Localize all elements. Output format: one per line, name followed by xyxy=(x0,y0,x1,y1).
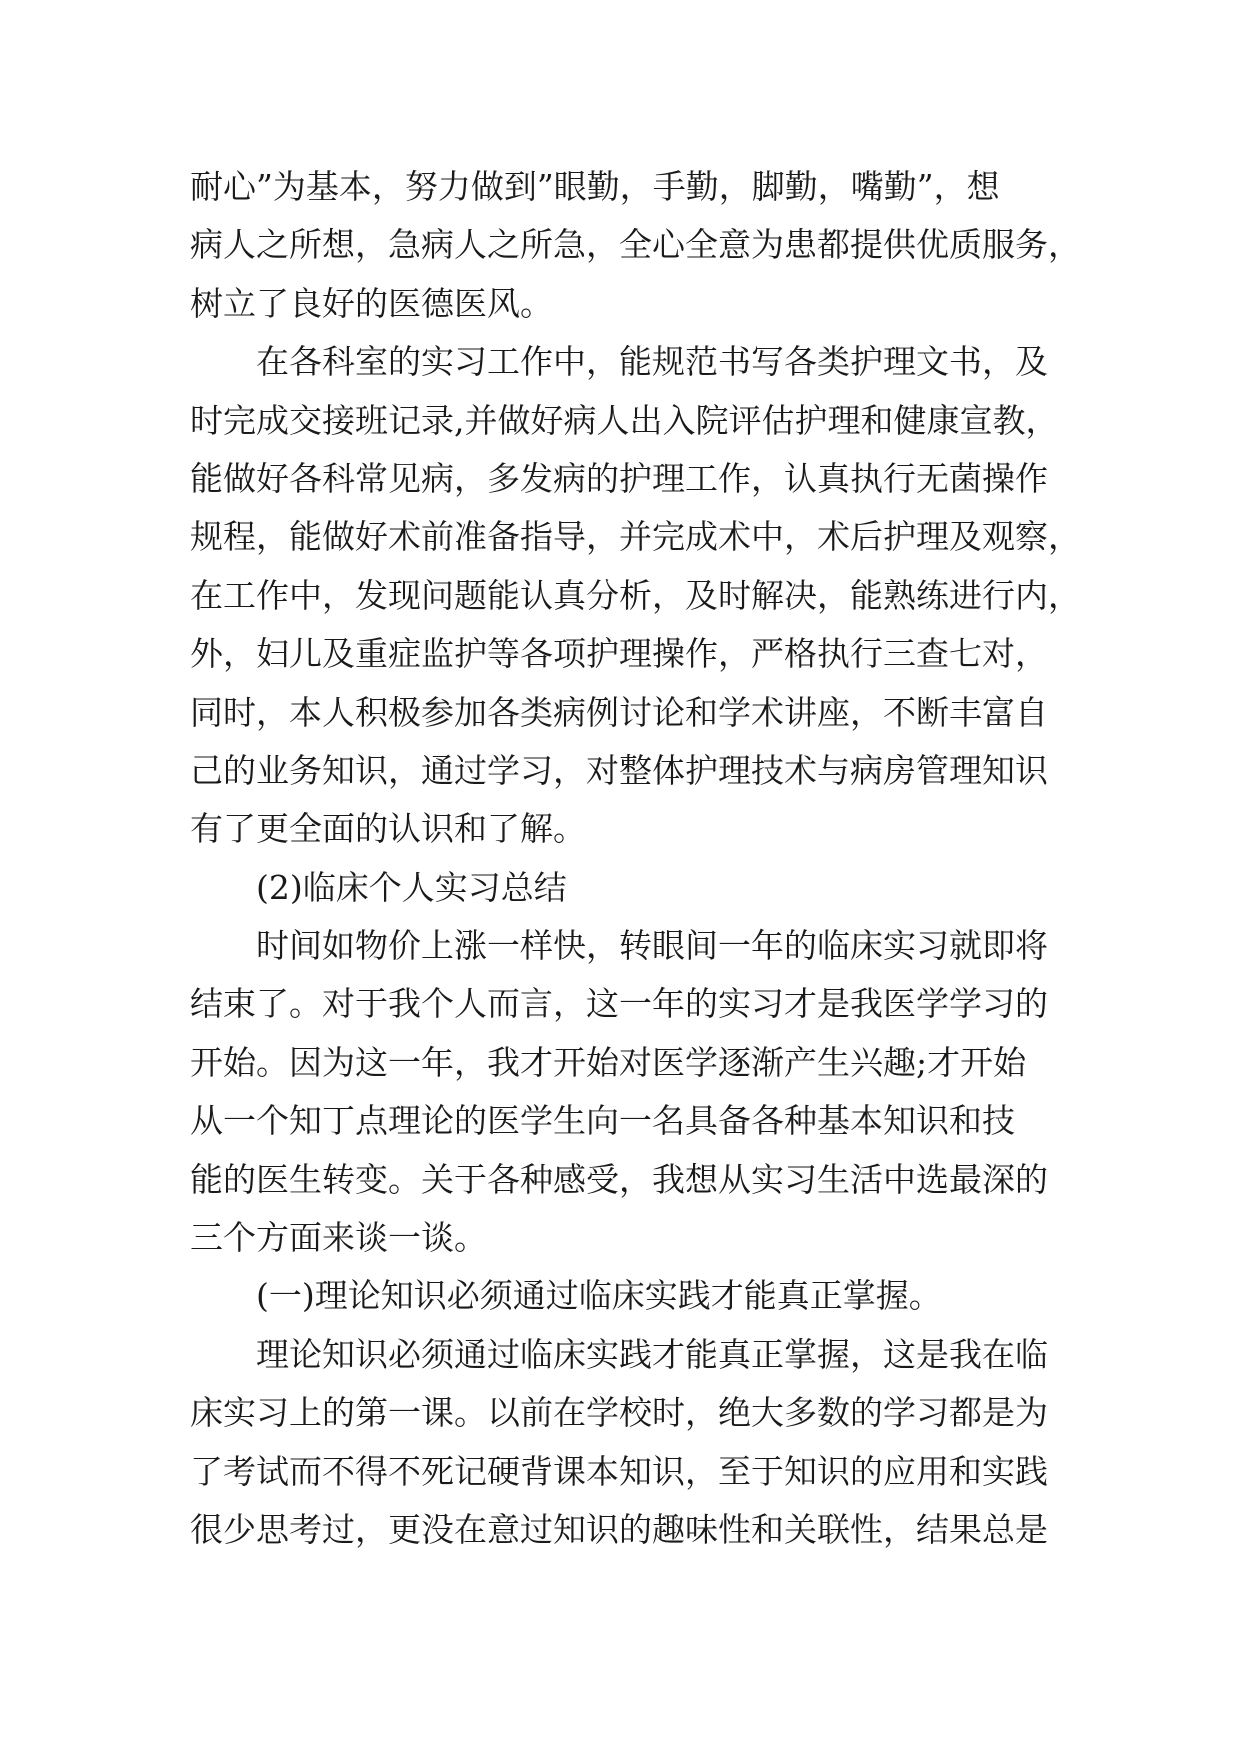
text-line: 时完成交接班记录,并做好病人出入院评估护理和健康宣教， xyxy=(190,400,1059,440)
text-line: 结束了。对于我个人而言，这一年的实习才是我医学学习的 xyxy=(190,984,1048,1024)
text-line: 有了更全面的认识和了解。 xyxy=(190,809,586,849)
text-line: 树立了良好的医德医风。 xyxy=(190,283,553,323)
text-line: 病人之所想，急病人之所急，全心全意为患都提供优质服务， xyxy=(190,225,1081,265)
text-line: 很少思考过，更没在意过知识的趣味性和关联性，结果总是 xyxy=(190,1509,1048,1549)
paragraph-start-line: 时间如物价上涨一样快，转眼间一年的临床实习就即将 xyxy=(256,926,1048,966)
subsection-heading: (一)理论知识必须通过临床实践才能真正掌握。 xyxy=(256,1276,942,1316)
text-line: 己的业务知识，通过学习，对整体护理技术与病房管理知识 xyxy=(190,750,1048,790)
text-line: 同时，本人积极参加各类病例讨论和学术讲座，不断丰富自 xyxy=(190,692,1048,732)
text-line: 能做好各科常见病，多发病的护理工作，认真执行无菌操作 xyxy=(190,458,1048,498)
paragraph-start-line: 在各科室的实习工作中，能规范书写各类护理文书，及 xyxy=(256,342,1048,382)
text-line: 能的医生转变。关于各种感受，我想从实习生活中选最深的 xyxy=(190,1159,1048,1199)
text-line: 规程，能做好术前准备指导，并完成术中，术后护理及观察， xyxy=(190,517,1081,557)
text-line: 从一个知丁点理论的医学生向一名具备各种基本知识和技 xyxy=(190,1101,1015,1141)
paragraph-start-line: 理论知识必须通过临床实践才能真正掌握，这是我在临 xyxy=(256,1334,1048,1374)
text-line: 了考试而不得不死记硬背课本知识，至于知识的应用和实践 xyxy=(190,1451,1048,1491)
text-line: 床实习上的第一课。以前在学校时，绝大多数的学习都是为 xyxy=(190,1393,1048,1433)
section-heading: (2)临床个人实习总结 xyxy=(256,867,567,907)
text-line: 耐心”为基本，努力做到”眼勤，手勤，脚勤，嘴勤”，想 xyxy=(190,167,1000,206)
document-body xyxy=(190,158,1081,1559)
text-line: 外，妇儿及重症监护等各项护理操作，严格执行三查七对， xyxy=(190,634,1048,674)
text-line: 开始。因为这一年，我才开始对医学逐渐产生兴趣;才开始 xyxy=(190,1042,1027,1082)
text-line: 三个方面来谈一谈。 xyxy=(190,1218,487,1258)
text-line: 在工作中，发现问题能认真分析，及时解决，能熟练进行内， xyxy=(190,575,1081,615)
